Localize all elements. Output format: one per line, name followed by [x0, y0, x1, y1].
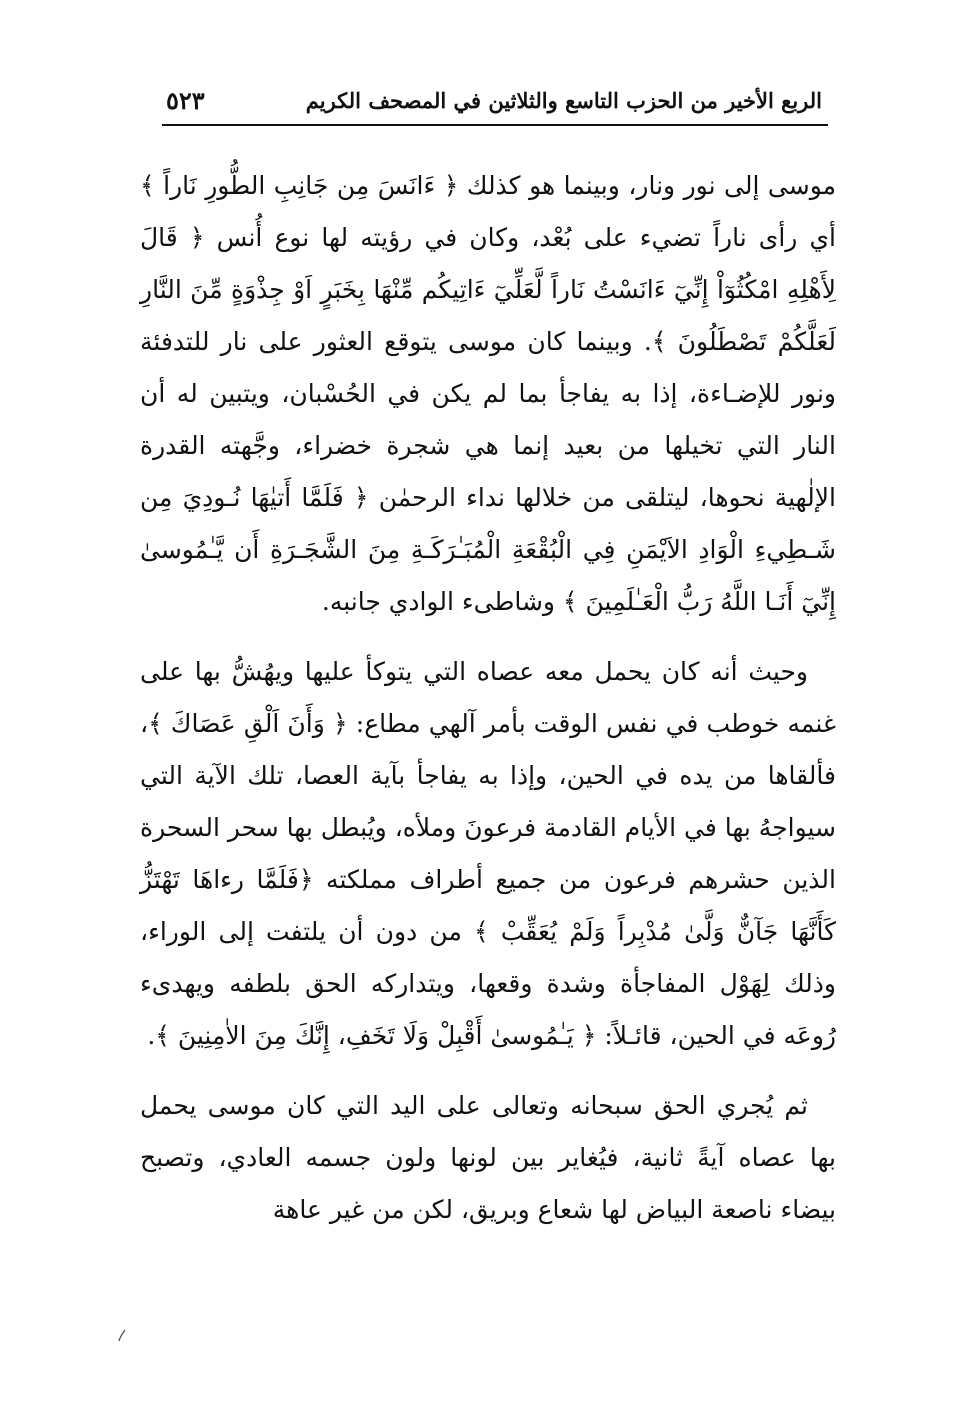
page-header [162, 84, 828, 126]
stray-ink-mark [117, 1328, 127, 1342]
ink-mark-icon [117, 1328, 127, 1342]
paragraph-2: وحيث أنه كان يحمل معه عصاه التي يتوكأ عليها ويهُشُّ بها على غنمه خوطب في نفس الوقت بأمر آلهي مطاع: ﴿ وَأَنَ اَلْقِ عَصَاكَ ﴾، فألقاها من يده في الحين، وإذا به يفاجأ بآية العصا، تلك الآية التي سيواجهُ بها في الأيام القادمة فرعونَ وملأه، ويُبطل بها سحر السحرة الذين حشرهم فرعون من جميع أطراف مملكته ﴿فَلَمَّا رءاهَا تَهْتَزُّ كَأَنَّهَا جَآنٌّ وَلَّىٰ مُدْبِراً وَلَمْ يُعَقِّبْ ﴾ من دون أن يلتفت إلى الوراء، وذلك لِهَوْل المفاجأة وشدة وقعها، ويتداركه الحق بلطفه ويهدىء رُوعَه في الحين، قائـلاً: ﴿ يَـٰمُوسىٰ أَقْبِلْ وَلَا تَخَفِ، إِنَّكَ مِنَ الاٰمِنِينَ ﴾. [140, 657, 836, 1050]
running-title: الربع الأخير من الحزب التاسع والثلاثين في المصحف الكريم [305, 88, 822, 113]
paragraph-1: موسى إلى نور ونار، وبينما هو كذلك ﴿ ءَانَسَ مِن جَانِبِ الطُّورِ نَاراً ﴾ أي رأى ناراً تضيء على بُعْد، وكان في رؤيته لها نوع أُنس ﴿ قَالَ لِأَهْلِهِ امْكُثُوٓاْ إِنِّيٓ ءَانَسْتُ نَاراً لَّعَلِّيٓ ءَاتِيكُم مِّنْهَا بِخَبَرٍ اَوْ جِذْوَةٍ مِّنَ النَّارِ لَعَلَّكُمْ تَصْطَلُونَ ﴾. وبينما كان موسى يتوقع العثور على نار للتدفئة ونور للإضـاءة، إذا به يفاجأ بما لم يكن في الحُسْبان، ويتبين له أن النار التي تخيلها من بعيد إنما هي شجرة خضراء، وجَّهته القدرة الإلٰهية نحوها، ليتلقى من خلالها نداء الرحمٰن ﴿ فَلَمَّا أَتيٰهَا نُـودِيَ مِن شَـطِيءِ الْوَادِ الاَيْمَنِ فِي الْبُقْعَةِ الْمُبَـٰرَكَـةِ مِنَ الشَّجَـرَةِ أَن يَّـٰمُوسىٰ إِنِّيٓ أَنَـا اللَّهُ رَبُّ الْعَـٰلَمِينَ ﴾ وشاطىء الوادي جانبه. [140, 171, 836, 616]
paragraph-3: ثم يُجري الحق سبحانه وتعالى على اليد التي كان موسى يحمل بها عصاه آيةً ثانية، فيُغاير بين لونها ولون جسمه العادي، وتصبح بيضاء ناصعة البياض لها شعاع وبريق، لكن من غير عاهة [140, 1091, 836, 1224]
body-text [140, 160, 836, 1254]
page-number: ٥٢٣ [166, 86, 205, 115]
